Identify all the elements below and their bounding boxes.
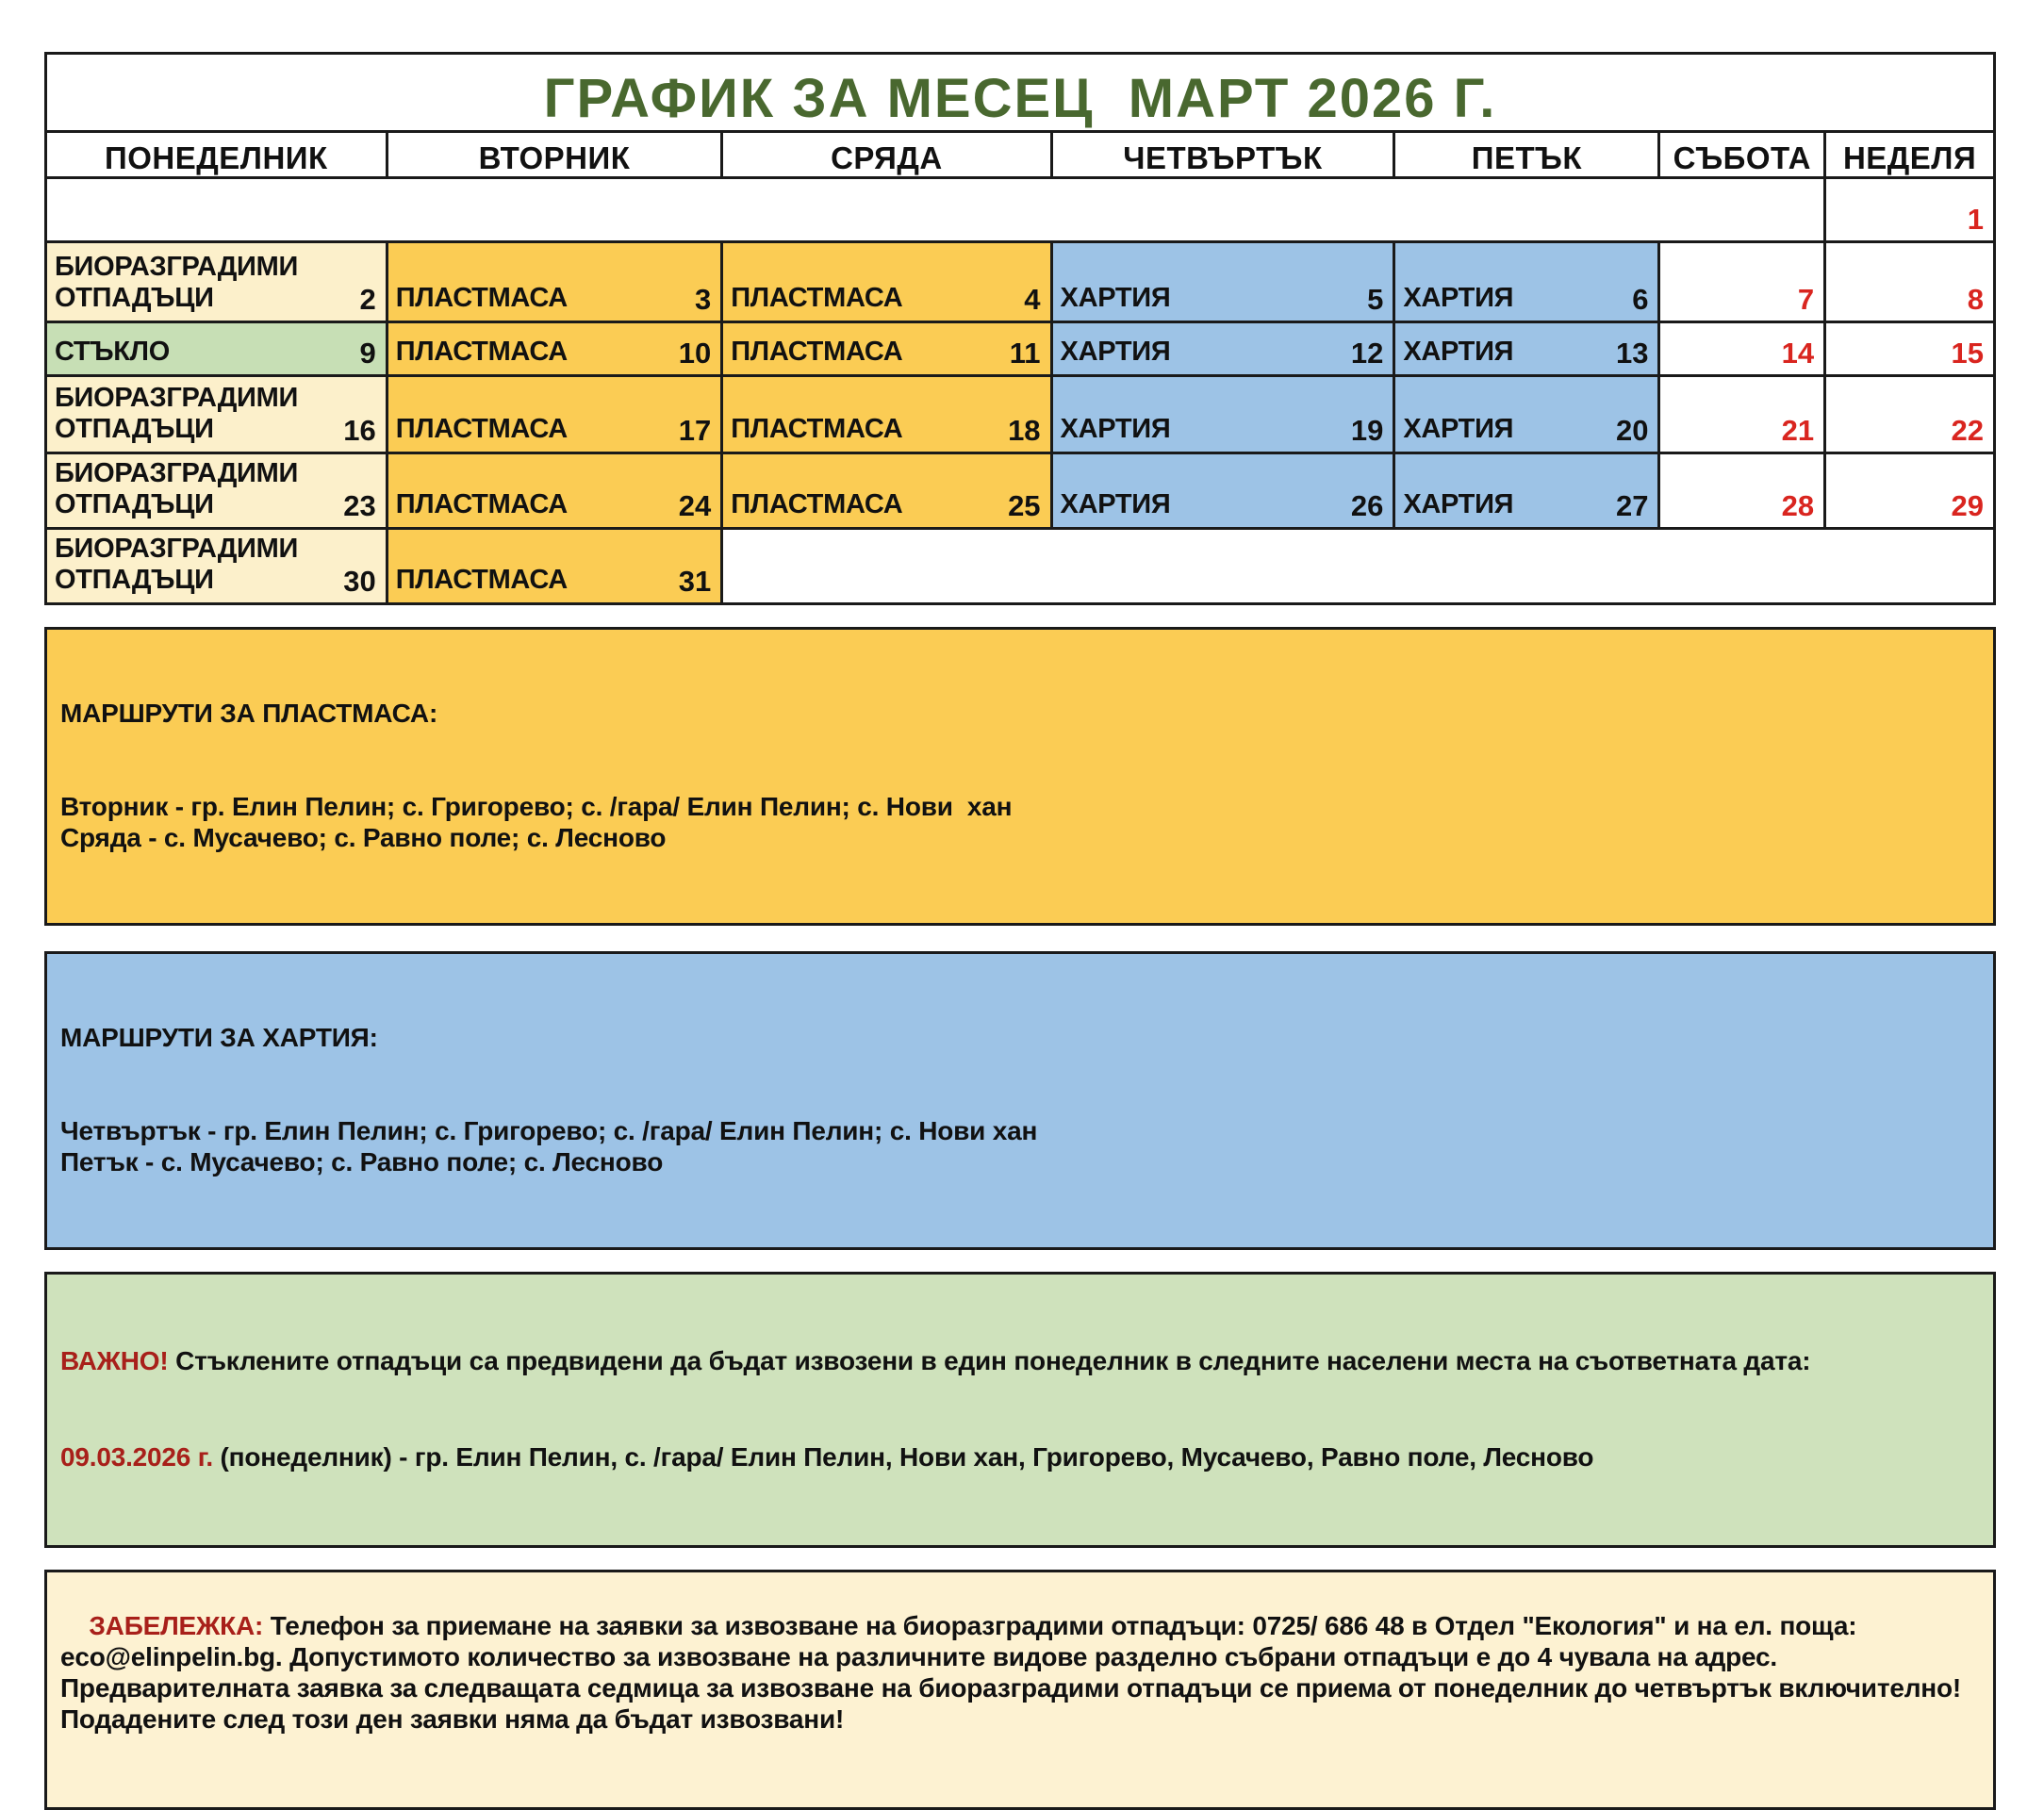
calendar-cell — [1659, 453, 1825, 529]
calendar-cell — [722, 453, 1051, 529]
day-header-5: ПЕТЪК — [1394, 132, 1659, 178]
note-box — [44, 1570, 1996, 1810]
day-number: 9 — [359, 337, 376, 370]
day-number: 2 — [359, 283, 376, 316]
day-number: 17 — [678, 414, 712, 447]
week-row-5 — [46, 453, 1995, 529]
day-header-4: ЧЕТВЪРТЪК — [1051, 132, 1394, 178]
day-number: 18 — [1008, 414, 1041, 447]
day-number: 7 — [1797, 283, 1815, 316]
calendar-cell — [46, 242, 387, 322]
calendar-cell — [722, 529, 1995, 604]
day-number: 31 — [678, 565, 712, 599]
important-label: ВАЖНО! — [60, 1346, 169, 1376]
week-row-1 — [46, 178, 1995, 242]
week-row-3 — [46, 322, 1995, 376]
waste-type-label: ПЛАСТМАСА — [395, 413, 568, 444]
waste-type-label: ПЛАСТМАСА — [395, 336, 568, 367]
calendar-cell — [722, 322, 1051, 376]
day-number: 13 — [1615, 337, 1649, 370]
day-header-2: ВТОРНИК — [387, 132, 722, 178]
day-number: 12 — [1350, 337, 1384, 370]
waste-type-label: ХАРТИЯ — [1060, 413, 1171, 444]
day-header-3: СРЯДА — [722, 132, 1051, 178]
day-number: 19 — [1350, 414, 1384, 447]
waste-type-label: БИОРАЗГРАДИМИ ОТПАДЪЦИ — [55, 382, 299, 444]
paper-routes-line-1: Четвъртък - гр. Елин Пелин; с. Григорево; с. /гара/ Елин Пелин; с. Нови хан — [60, 1116, 1038, 1146]
calendar-cell — [387, 529, 722, 604]
important-line-2-text: (понеделник) - гр. Елин Пелин, с. /гара/ Елин Пелин, Нови хан, Григорево, Мусачево, Равно поле, Лесново — [212, 1442, 1594, 1473]
calendar-cell — [1659, 376, 1825, 453]
plastic-routes-lines — [60, 791, 1980, 853]
day-number: 20 — [1615, 414, 1649, 447]
day-number: 10 — [678, 337, 712, 370]
calendar-cell — [387, 453, 722, 529]
plastic-routes-line-1: Вторник - гр. Елин Пелин; с. Григорево; с. /гара/ Елин Пелин; с. Нови хан — [60, 792, 1013, 822]
day-number: 15 — [1951, 337, 1984, 370]
waste-type-label: СТЪКЛО — [55, 336, 170, 367]
calendar-cell — [1825, 242, 1995, 322]
calendar-cell — [46, 178, 1825, 242]
day-number: 4 — [1024, 283, 1041, 316]
waste-type-label: ПЛАСТМАСА — [731, 489, 903, 520]
week-row-4 — [46, 376, 1995, 453]
waste-type-label: ПЛАСТМАСА — [731, 413, 903, 444]
waste-type-label: ХАРТИЯ — [1060, 489, 1171, 520]
day-number: 24 — [678, 489, 712, 523]
note-text: Телефон за приемане на заявки за извозване на биоразградими отпадъци: 0725/ 686 48 в Отдел "Екология" и на ел. поща: eco@elinpelin.bg. Допустимото количество за извозване на различните видове разделно събрани отпадъци е до 4 чувала на адрес. Предварителната заявка за следващата седмица за извозване на биоразградими отпадъци се приема от понеделник до четвъртък включително! Подадените след този ден заявки няма да бъдат извозвани! — [60, 1611, 1969, 1735]
calendar-cell — [722, 242, 1051, 322]
waste-type-label: ХАРТИЯ — [1403, 413, 1514, 444]
calendar-cell — [722, 376, 1051, 453]
day-number: 28 — [1781, 489, 1815, 523]
calendar-cell — [1051, 242, 1394, 322]
calendar-cell — [387, 322, 722, 376]
day-number: 23 — [343, 489, 376, 523]
calendar-cell — [1394, 242, 1659, 322]
day-number: 21 — [1781, 414, 1815, 447]
plastic-routes-box — [44, 627, 1996, 926]
important-line-2 — [60, 1441, 1980, 1473]
important-line-1 — [60, 1345, 1980, 1377]
plastic-routes-heading: МАРШРУТИ ЗА ПЛАСТМАСА: — [60, 699, 438, 729]
calendar-cell — [46, 322, 387, 376]
calendar-cell — [46, 453, 387, 529]
calendar-cell — [1659, 322, 1825, 376]
day-number: 29 — [1951, 489, 1984, 523]
important-date: 09.03.2026 г. — [60, 1442, 213, 1473]
calendar-cell — [1394, 322, 1659, 376]
waste-type-label: ХАРТИЯ — [1403, 489, 1514, 520]
calendar-title: ГРАФИК ЗА МЕСЕЦ МАРТ 2026 Г. — [46, 54, 1995, 132]
waste-type-label: ХАРТИЯ — [1403, 336, 1514, 367]
waste-type-label: БИОРАЗГРАДИМИ ОТПАДЪЦИ — [55, 251, 299, 313]
calendar-table — [44, 52, 1996, 605]
calendar-cell — [1394, 376, 1659, 453]
day-number: 1 — [1967, 203, 1984, 236]
calendar-cell — [1051, 322, 1394, 376]
day-number: 5 — [1367, 283, 1384, 316]
day-number: 6 — [1632, 283, 1649, 316]
paper-routes-heading: МАРШРУТИ ЗА ХАРТИЯ: — [60, 1023, 378, 1053]
calendar-cell — [1659, 242, 1825, 322]
day-number: 14 — [1781, 337, 1815, 370]
paper-routes-box — [44, 951, 1996, 1250]
calendar-cell — [1051, 453, 1394, 529]
calendar-cell — [387, 242, 722, 322]
paper-routes-line-2: Петък - с. Мусачево; с. Равно поле; с. Лесново — [60, 1147, 664, 1177]
waste-type-label: ПЛАСТМАСА — [395, 489, 568, 520]
calendar-cell — [1825, 322, 1995, 376]
note-label: ЗАБЕЛЕЖКА: — [89, 1611, 264, 1641]
day-header-7: НЕДЕЛЯ — [1825, 132, 1995, 178]
waste-type-label: ХАРТИЯ — [1060, 282, 1171, 313]
waste-type-label: ПЛАСТМАСА — [731, 282, 903, 313]
important-box — [44, 1272, 1996, 1548]
calendar-cell — [46, 376, 387, 453]
day-header-6: СЪБОТА — [1659, 132, 1825, 178]
paper-routes-lines — [60, 1115, 1980, 1177]
waste-type-label: ХАРТИЯ — [1403, 282, 1514, 313]
waste-type-label: БИОРАЗГРАДИМИ ОТПАДЪЦИ — [55, 534, 299, 596]
calendar-cell — [46, 529, 387, 604]
waste-type-label: БИОРАЗГРАДИМИ ОТПАДЪЦИ — [55, 458, 299, 520]
waste-type-label: ХАРТИЯ — [1060, 336, 1171, 367]
waste-type-label: ПЛАСТМАСА — [731, 336, 903, 367]
waste-type-label: ПЛАСТМАСА — [395, 282, 568, 313]
calendar-cell — [1825, 453, 1995, 529]
day-number: 30 — [343, 565, 376, 599]
day-number: 27 — [1615, 489, 1649, 523]
day-number: 26 — [1350, 489, 1384, 523]
week-row-2 — [46, 242, 1995, 322]
waste-type-label: ПЛАСТМАСА — [395, 565, 568, 596]
plastic-routes-line-2: Сряда - с. Мусачево; с. Равно поле; с. Лесново — [60, 823, 667, 853]
calendar-cell — [387, 376, 722, 453]
day-number: 8 — [1967, 283, 1984, 316]
day-number: 22 — [1951, 414, 1984, 447]
day-number: 3 — [694, 283, 712, 316]
calendar-cell — [1825, 178, 1995, 242]
calendar-cell — [1825, 376, 1995, 453]
important-line-1-text: Стъклените отпадъци са предвидени да бъдат извозени в един понеделник в следните населени места на съответната дата: — [168, 1346, 1811, 1376]
week-row-6 — [46, 529, 1995, 604]
calendar-cell — [1051, 376, 1394, 453]
day-number: 16 — [343, 414, 376, 447]
day-header-1: ПОНЕДЕЛНИК — [46, 132, 387, 178]
calendar-cell — [1394, 453, 1659, 529]
day-number: 11 — [1009, 337, 1041, 370]
day-number: 25 — [1008, 489, 1041, 523]
